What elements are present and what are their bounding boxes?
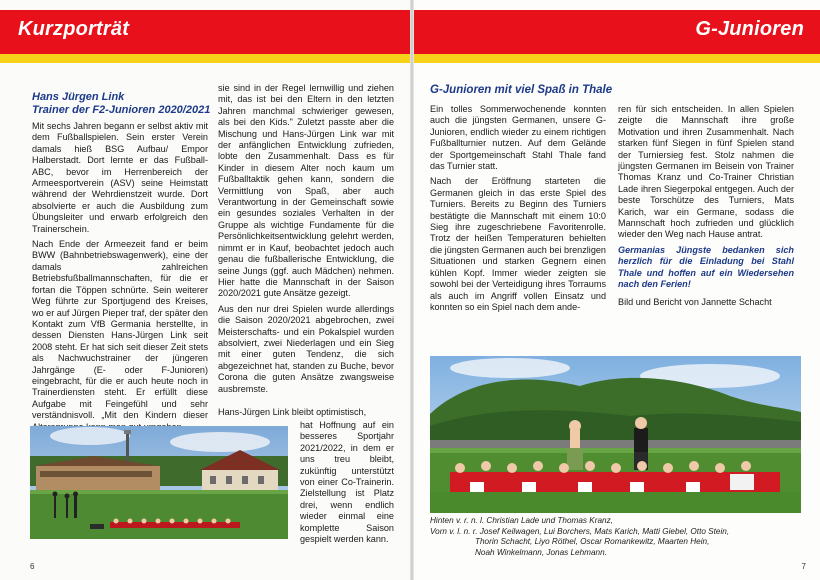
profile-column-2-lead — [218, 407, 394, 418]
paragraph: Aus den nur drei Spielen wurde allerdings die Saison 2020/2021 abgebrochen, zwei Meisterschafts- und ein Pokalspiel wurden absolviert, zwei Niederlagen und ein Sieg mit einer guten Tendenz, die sich abgezeichnet hat, standen zu Buche, bevor Corona die guten Ansätze zwangsweise ausbremste. — [218, 303, 394, 394]
article-subtitle: G-Junioren mit viel Spaß in Thale — [430, 84, 613, 96]
photo-caption — [430, 516, 810, 558]
author-credit: Bild und Bericht von Jannette Schacht — [618, 296, 772, 307]
paragraph: Nach der Eröffnung starteten die Germanen gleich in das erste Spiel des Turniers. Bereits zu Beginn des Turniers bestätigte die Mannschaft mit einem 10:0 Sieg ihre zugeschriebene Favoritenrolle. Trotz der heißen Temperaturen behielten die jüngsten Germanen auch bei brenzligen Situationen und starken Gegnern einen kühlen Kopf. Immer wieder zeigten sie sowohl bei der Verteidigung ihres Torraums als auch im Angriff vollen Einsatz und konnten so ein Spiel nach dem ande- — [430, 176, 606, 312]
caption-line: Hinten v. r. n. l. Christian Lade und Thomas Kranz, — [430, 516, 613, 525]
profile-column-2 — [218, 83, 394, 399]
page-number: 7 — [801, 562, 806, 571]
paragraph: hat Hoffnung auf ein besseres Sportjahr 2021/2022, in dem er uns treu bleibt, zukünftig unterstützt von einer Co-Trainerin. Zielstellung ist Platz drei, wenn endlich wieder einmal eine komplette Saison gespielt werden kann. — [300, 420, 394, 545]
stadium-team-photo — [30, 426, 288, 539]
profile-name: Hans Jürgen Link — [32, 91, 125, 103]
paragraph: ren für sich entscheiden. In allen Spielen zeigte die Mannschaft ihre große Motivation und ihren Zusammenhalt. Nach starken fünf Siegen in fünf Spielen stand der Turniersieg fest. Stolz nahmen die jüngsten Germanen im Beisein von Trainer Thomas Kranz und Co-Trainer Christian Lade ihren Siegerpokal entgegen. Auch der beste Torschütze des Turniers, Mats Karich, war ein Germane, sodass die Mannschaft hoch zufrieden und glücklich wieder den Weg nach Hause antrat. — [618, 104, 794, 240]
profile-column-2-tail — [300, 420, 394, 545]
report-column-1 — [430, 104, 606, 317]
paragraph: Hans-Jürgen Link bleibt optimistisch, — [218, 407, 367, 417]
closing-statement: Germanias Jüngste bedanken sich herzlich für die Einladung bei Stahl Thale und hoffen auf ein Wiedersehen nach den Ferien! — [618, 244, 794, 290]
page-fold — [410, 0, 414, 580]
stadium-photo-illustration — [30, 426, 288, 539]
team-photo-illustration — [430, 356, 801, 513]
section-title: G-Junioren — [695, 18, 804, 40]
report-column-2 — [618, 104, 794, 312]
paragraph: Mit sechs Jahren begann er selbst aktiv mit dem Fußballspielen. Sein erster Verein damals hieß BSG Aufbau/ Empor Halberstadt. Dort lernte er das Fußball-ABC, bevor im Herrenbereich der Armeesportverein (ASV) seine Heimstatt während der Wehrdienstzeit wurde. Dort absolvierte er auch die Ausbildung zum Übungsleiter und erwarb erfolgreich den Trainerschein. — [32, 121, 208, 234]
caption-line: Vorn v. l. n. r. Josef Keilwagen, Lui Borchers, Mats Karich, Matti Giebel, Otto Stein, — [430, 526, 730, 536]
team-photo — [430, 356, 801, 513]
caption-line: Thorin Schacht, Liyo Röthel, Oscar Romankewitz, Maarten Hein, — [475, 537, 710, 547]
profile-column-1 — [32, 121, 208, 437]
paragraph: sie sind in der Regel lernwillig und ziehen mit, das ist bei den Eltern in den letzten Jahren manchmal schwieriger gewesen, als bei den Kids." Zuletzt passte aber die Mischung und Hans-Jürgen Link war mit der anfänglichen Entwicklung zufrieden, lobte den Zusammenhalt. Dass es für Kinder in diesem Alter noch kaum um Fußballtaktik gehen kann, sondern die Vermittlung von Spaß, aber auch Verantwortung in der Gemeinschaft sowie ein gesundes soziales Verhalten in der Gruppe als wichtige Fundamente für die Persönlichkeitsentwicklung gelehrt werden, nimmt er in Kauf, beobachtet jedoch auch genau die fußballerische Entwicklung, die seine Jungs (ggf. auch Mädchen) nehmen. Hier hatte die Mannschaft in der Saison 2020/2021 gute Ansätze gezeigt. — [218, 83, 394, 299]
paragraph: Nach Ende der Armeezeit fand er beim BWW (Bahnbetriebswagenwerk), eine der damals zahlreichen Betriebsfußballmannschaften, für die er fortan die Töppen schnürte. Sein weiterer Weg führte zur Sportjugend des Kreises, wo er auf Jürgen Pieper traf, der später den Kontakt zum VfB Germania herstellte, in dessen Diensten Hans-Jürgen Link seit 2008 steht. Er hat sich seit dieser Zeit stets als Nachwuchstrainer der jüngeren Jahrgänge (E- oder F-Junioren) eingebracht, für die er auch heute noch in Trainerdiensten steht. Er erfüllt diese Aufgabe mit Feingefühl und sehr verständnisvoll. „Mit den Kindern dieser — [32, 239, 208, 421]
section-title: Kurzporträt — [18, 18, 130, 40]
profile-role: Trainer der F2-Junioren 2020/2021 — [32, 104, 211, 116]
paragraph: Ein tolles Sommerwochenende konnten auch die jüngsten Germanen, unsere G-Junioren, endlich wieder zu einem richtigen Fußballturnier nutzen. Auf dem Gelände der Sportgemeinschaft Stahl Thale fand das Turnier statt. — [430, 104, 606, 172]
header-stripe — [412, 54, 820, 63]
page-number: 6 — [30, 562, 35, 571]
header-stripe — [0, 54, 412, 63]
caption-line: Noah Winkelmann, Jonas Lehmann. — [475, 547, 607, 557]
profile-heading — [32, 91, 210, 117]
